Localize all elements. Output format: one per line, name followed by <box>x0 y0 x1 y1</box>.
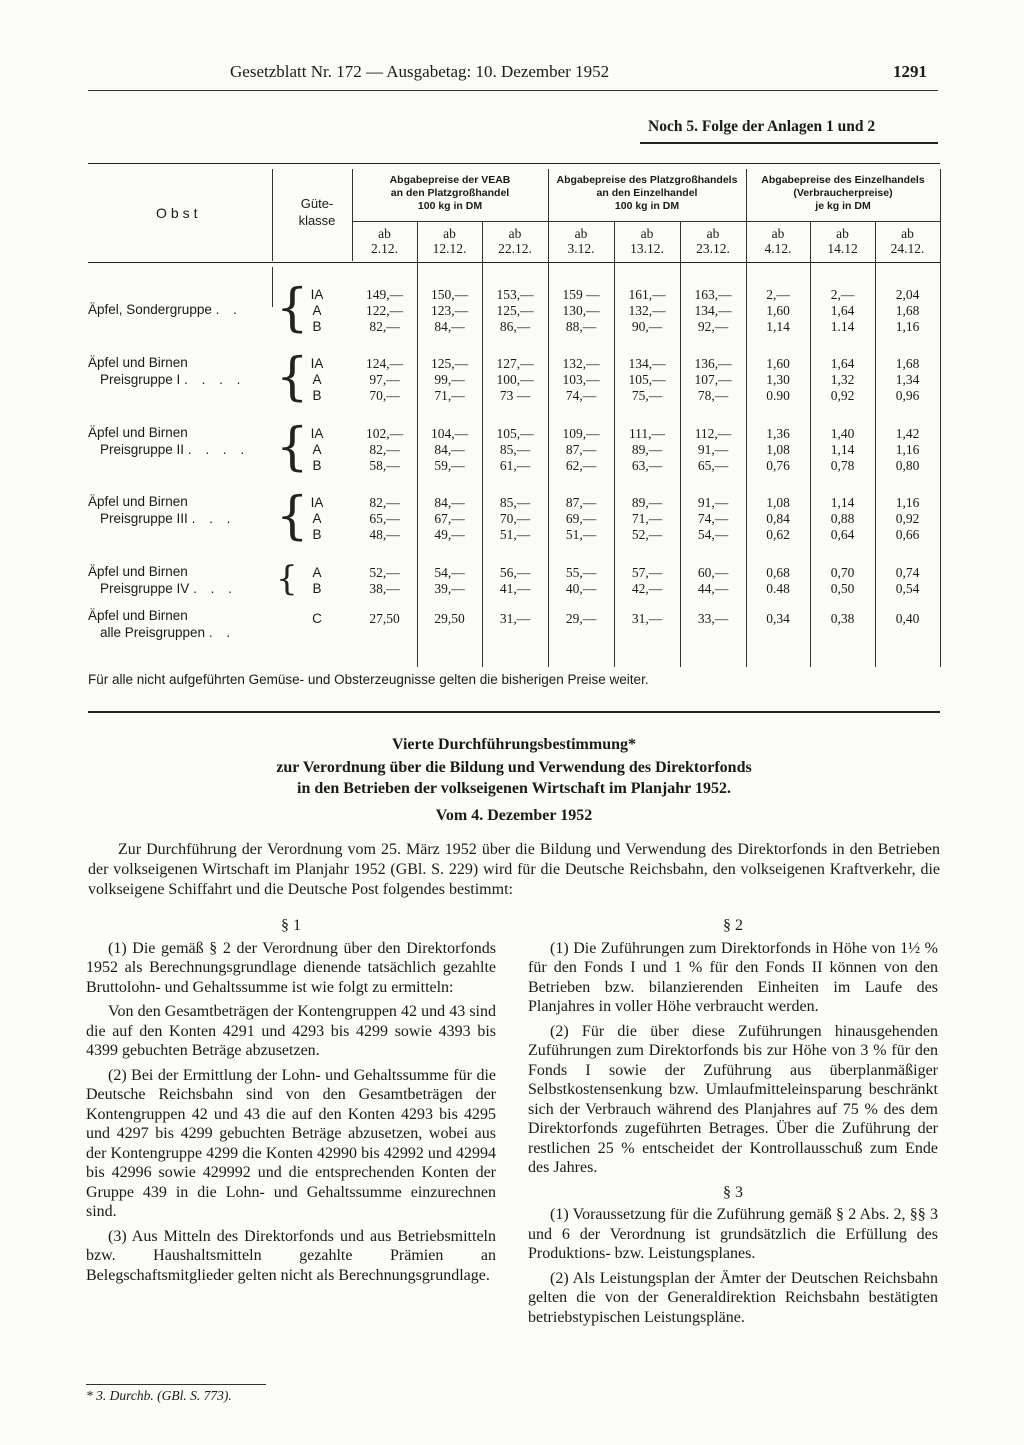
row-label-line2 <box>88 371 264 388</box>
page-number: 1291 <box>893 62 927 81</box>
price-cell: 39,— <box>434 581 465 596</box>
price-cell: 67,— <box>434 511 465 526</box>
table-vline <box>272 267 273 307</box>
row-label-text: Preisgruppe I <box>100 372 181 387</box>
group-header-line: 100 kg in DM <box>614 200 680 212</box>
leader-dots: . . <box>208 625 236 640</box>
row-brace: { <box>276 418 309 477</box>
price-cell: 44,— <box>697 581 729 596</box>
price-cell: 0,50 <box>830 581 855 596</box>
row-label-text: Äpfel und Birnen <box>88 494 188 509</box>
price-cell: 55,— <box>565 565 597 580</box>
price-cell: 74,— <box>697 511 729 526</box>
price-cell: 0,80 <box>895 458 920 473</box>
section-heading: § 1 <box>281 917 301 934</box>
subcol-header <box>548 226 614 256</box>
price-cell: 1,14 <box>766 319 790 334</box>
group-underline <box>746 221 940 222</box>
price-cell: 73 — <box>499 388 531 403</box>
price-cell: 107,— <box>694 372 732 387</box>
table-note: Für alle nicht aufgeführten Gemüse- und Obsterzeugnisse gelten die bisherigen Preise weiter. <box>88 672 649 687</box>
price-cell: 161,— <box>628 287 666 302</box>
price-cell: 31,— <box>499 611 531 626</box>
quality-class: B <box>312 527 322 542</box>
group-underline <box>548 221 746 222</box>
running-header: Gesetzblatt Nr. 172 — Ausgabetag: 10. Dezember 1952 <box>230 62 610 81</box>
price-cell: 0,38 <box>830 611 855 626</box>
right-column <box>528 914 938 1332</box>
price-cell: 48,— <box>369 527 400 542</box>
group-header-line: Abgabepreise der VEAB <box>389 174 511 186</box>
row-label <box>88 424 264 458</box>
group-header <box>746 174 940 213</box>
price-cell: 1,32 <box>830 372 855 387</box>
price-cell: 92,— <box>697 319 729 334</box>
price-cell: 74,— <box>565 388 597 403</box>
price-cell: 163,— <box>694 287 732 302</box>
subcol-header-line: 2.12. <box>371 241 398 256</box>
row-label-line1 <box>88 563 264 580</box>
price-cell: 42,— <box>631 581 663 596</box>
row-label-text: Äpfel und Birnen <box>88 425 188 440</box>
col-header-obst: Obst <box>156 205 202 221</box>
price-cell: 0,34 <box>766 611 790 626</box>
footnote-rule <box>86 1384 266 1385</box>
row-brace: { <box>276 279 309 338</box>
subcol-header <box>680 226 746 256</box>
price-cell: 124,— <box>365 356 404 371</box>
quality-class: A <box>312 511 322 526</box>
price-cell: 0,40 <box>895 611 920 626</box>
price-cell: 1.14 <box>830 319 855 334</box>
price-cell: 1,42 <box>895 426 920 441</box>
price-table <box>88 163 940 663</box>
price-cell: 104,— <box>430 426 469 441</box>
row-brace: { <box>276 559 298 599</box>
subcol-header-line: ab <box>901 226 914 241</box>
price-cell: 105,— <box>628 372 666 387</box>
price-cell: 149,— <box>365 287 404 302</box>
price-cell: 1,34 <box>895 372 920 387</box>
price-cell: 125,— <box>430 356 469 371</box>
price-cell: 62,— <box>565 458 597 473</box>
col-header-guete <box>292 195 342 229</box>
price-cell: 88,— <box>565 319 597 334</box>
price-cell: 1,16 <box>895 319 920 334</box>
table-vline <box>272 169 273 261</box>
decree-date: Vom 4. Dezember 1952 <box>435 807 593 824</box>
price-cell: 0,96 <box>895 388 920 403</box>
price-cell: 1,36 <box>766 426 790 441</box>
price-cell: 0,64 <box>830 527 855 542</box>
leader-dots: . . . . <box>187 442 250 457</box>
price-cell: 0,70 <box>830 565 855 580</box>
price-cell: 84,— <box>434 442 465 457</box>
subcol-header-line: 24.12. <box>890 241 925 256</box>
quality-class: A <box>312 303 322 318</box>
row-label-text: Äpfel und Birnen <box>88 355 188 370</box>
price-cell: 123,— <box>430 303 469 318</box>
price-cell: 102,— <box>365 426 404 441</box>
price-cell: 33,— <box>697 611 729 626</box>
footnote: * 3. Durchb. (GBl. S. 773). <box>86 1388 232 1403</box>
quality-class: IA <box>310 356 324 371</box>
price-cell: 54,— <box>697 527 729 542</box>
row-label-text: Preisgruppe IV <box>100 581 190 596</box>
price-cell: 1,08 <box>766 495 790 510</box>
subcol-header <box>746 226 810 256</box>
leader-dots: . . . <box>193 581 237 596</box>
price-cell: 82,— <box>369 319 400 334</box>
price-cell: 1,64 <box>830 356 855 371</box>
price-cell: 109,— <box>562 426 600 441</box>
price-cell: 84,— <box>434 319 465 334</box>
price-cell: 130,— <box>562 303 600 318</box>
subcol-header-line: 14.12 <box>827 241 858 256</box>
price-cell: 86,— <box>499 319 531 334</box>
price-cell: 1,40 <box>830 426 855 441</box>
price-cell: 112,— <box>694 426 732 441</box>
price-cell: 0,78 <box>830 458 855 473</box>
price-cell: 99,— <box>434 372 465 387</box>
price-cell: 84,— <box>434 495 465 510</box>
price-cell: 85,— <box>499 442 531 457</box>
price-cell: 0.48 <box>766 581 790 596</box>
price-cell: 27,50 <box>369 611 400 626</box>
subcol-header <box>417 226 482 256</box>
paragraph: (1) Voraussetzung für die Zuführung gemäß § 2 Abs. 2, §§ 3 und 6 der Verordnung ist grundsätzlich die Erfüllung des Produktions- bzw. Leistungsplanes. <box>528 1206 938 1262</box>
price-cell: 89,— <box>631 442 663 457</box>
group-header-line: an den Platzgroßhandel <box>390 187 510 199</box>
price-cell: 82,— <box>369 495 400 510</box>
quality-class: B <box>312 319 322 334</box>
price-cell: 1,08 <box>766 442 790 457</box>
subcol-header-line: 13.12. <box>630 241 664 256</box>
section-separator <box>88 711 940 713</box>
decree-intro <box>88 840 940 900</box>
subcol-header-line: 23.12. <box>696 241 730 256</box>
row-label-text: Preisgruppe III <box>100 511 188 526</box>
price-cell: 0,76 <box>766 458 790 473</box>
header-rule <box>88 90 938 91</box>
paragraph: (2) Bei der Ermittlung der Lohn- und Gehaltssumme für die Deutsche Reichsbahn sind von den Gesamtbeträgen der Kontengruppen 42 und 43 die auf den Konten 4293 bis 4295 und 4297 bis 4299 gebuchten Beträge abzusetzen, wobei aus der Kontengruppe 4299 die Konten 42990 bis 42992 und 42994 bis 42996 sowie 429992 und die entsprechenden Konten der Gruppe 439 in die Lohn- und Gehaltssumme einzurechnen sind. <box>86 1066 496 1220</box>
decree-subtitle-2: in den Betrieben der volkseigenen Wirtschaft im Planjahr 1952. <box>297 780 731 797</box>
subcol-header-line: 12.12. <box>432 241 467 256</box>
quality-class: A <box>312 442 322 457</box>
subcol-header-line: 4.12. <box>764 241 792 256</box>
subcol-header <box>482 226 548 256</box>
subcol-header <box>614 226 680 256</box>
row-label-line2 <box>88 624 264 641</box>
subcol-header <box>810 226 875 256</box>
price-cell: 1,14 <box>830 442 855 457</box>
price-cell: 103,— <box>562 372 600 387</box>
price-cell: 0,84 <box>766 511 790 526</box>
price-cell: 1,64 <box>830 303 855 318</box>
quality-class: B <box>312 388 322 403</box>
price-cell: 0,66 <box>895 527 920 542</box>
price-cell: 89,— <box>631 495 663 510</box>
price-cell: 91,— <box>697 495 729 510</box>
price-cell: 69,— <box>565 511 597 526</box>
price-cell: 40,— <box>565 581 597 596</box>
price-cell: 52,— <box>631 527 663 542</box>
price-cell: 60,— <box>697 565 729 580</box>
left-column <box>86 914 496 1290</box>
row-label-line1 <box>88 607 264 624</box>
price-cell: 57,— <box>631 565 663 580</box>
subcol-header-line: ab <box>378 226 391 241</box>
quality-class: IA <box>310 287 324 302</box>
row-label-line2 <box>88 510 264 527</box>
guete-line2: klasse <box>298 213 336 228</box>
group-header-line: je kg in DM <box>815 200 871 212</box>
price-cell: 82,— <box>369 442 400 457</box>
paragraph: (2) Für die über diese Zuführungen hinausgehenden Zuführungen zum Direktorfonds bis zur Höhe von 3 % für den Fonds I sowie der Zuführung aus überplanmäßiger Selbstkostensenkung bzw. Umlaufmitteleinsparung beschränkt sich der Verbrauch während des Planjahres auf 75 % des dem Direktorfonds zugeführten Betrages. Über die Zuführung der restlichen 25 % entscheidet der Kontrollausschuß zum Ende des Jahres. <box>528 1022 938 1176</box>
price-cell: 41,— <box>499 581 531 596</box>
price-cell: 29,50 <box>434 611 465 626</box>
group-header-line: an den Einzelhandel <box>596 187 698 199</box>
group-header-line: Abgabepreise des Platzgroßhandels <box>556 174 738 186</box>
paragraph: Von den Gesamtbeträgen der Kontengruppen 42 und 43 sind die auf den Konten 4291 und 4293 bis 4299 sowie 4393 bis 4399 gebuchten Beträge abzusetzen. <box>86 1003 496 1059</box>
price-cell: 97,— <box>369 372 400 387</box>
price-cell: 100,— <box>496 372 534 387</box>
price-cell: 1,68 <box>895 356 920 371</box>
price-cell: 71,— <box>631 511 663 526</box>
price-cell: 56,— <box>499 565 531 580</box>
subcol-header-line: ab <box>771 226 785 241</box>
price-cell: 0,74 <box>895 565 920 580</box>
row-brace: { <box>276 348 309 407</box>
price-cell: 61,— <box>499 458 531 473</box>
row-label-line1 <box>88 424 264 441</box>
price-cell: 111,— <box>628 426 666 441</box>
price-cell: 87,— <box>565 495 597 510</box>
price-cell: 63,— <box>631 458 663 473</box>
row-label-text: alle Preisgruppen <box>100 625 206 640</box>
subcol-header <box>875 226 940 256</box>
price-cell: 1,30 <box>766 372 790 387</box>
price-cell: 85,— <box>499 495 531 510</box>
price-cell: 1,60 <box>766 303 790 318</box>
price-cell: 0,88 <box>830 511 855 526</box>
paragraph: (1) Die gemäß § 2 der Verordnung über den Direktorfonds 1952 als Berechnungsgrundlage dienende tatsächlich gezahlte Bruttolohn- und Gehaltssumme ist wie folgt zu ermitteln: <box>86 939 496 996</box>
row-label-line2 <box>88 441 264 458</box>
price-cell: 0,68 <box>766 565 790 580</box>
price-cell: 51,— <box>499 527 531 542</box>
group-header-line: Abgabepreise des Einzelhandels <box>761 174 925 186</box>
price-cell: 159 — <box>562 287 600 302</box>
quality-class: IA <box>310 495 324 510</box>
row-label <box>88 493 264 527</box>
decree-title: Vierte Durchführungsbestimmung* <box>391 736 636 753</box>
group-underline <box>352 221 548 222</box>
paragraph: (1) Die Zuführungen zum Direktorfonds in Höhe von 1½ % für den Fonds I und 1 % für den Fonds II können von den Betrieben bzw. bilanzierenden Einheiten im Laufe des Planjahres in voller Höhe verbraucht werden. <box>528 939 938 1015</box>
price-cell: 31,— <box>631 611 663 626</box>
row-brace: { <box>276 487 309 546</box>
section-heading: § 3 <box>723 1183 743 1201</box>
price-cell: 65,— <box>369 511 400 526</box>
decree-subtitle-1: zur Verordnung über die Bildung und Verwendung des Direktorfonds <box>276 759 752 776</box>
subheader-rule <box>640 142 938 144</box>
row-label <box>88 563 264 597</box>
price-cell: 2,— <box>830 287 855 302</box>
group-header-line: (Verbraucherpreise) <box>793 187 893 199</box>
row-label-line1 <box>88 354 264 371</box>
row-label-line2 <box>88 580 264 597</box>
row-label-text: Äpfel, Sondergruppe <box>88 302 212 317</box>
subcol-header <box>352 226 417 256</box>
price-cell: 0,62 <box>766 527 790 542</box>
price-cell: 0,92 <box>830 388 855 403</box>
price-cell: 91,— <box>697 442 729 457</box>
price-cell: 0,54 <box>895 581 920 596</box>
price-cell: 75,— <box>631 388 663 403</box>
price-cell: 87,— <box>565 442 597 457</box>
price-cell: 29,— <box>565 611 597 626</box>
price-cell: 1,60 <box>766 356 790 371</box>
price-cell: 132,— <box>628 303 666 318</box>
subcol-header-line: ab <box>640 226 654 241</box>
leader-dots: . . . . <box>184 372 246 387</box>
group-header <box>352 174 548 213</box>
group-header <box>548 174 746 213</box>
price-cell: 90,— <box>631 319 663 334</box>
row-label-text: Äpfel und Birnen <box>88 608 188 623</box>
price-cell: 52,— <box>369 565 400 580</box>
price-cell: 70,— <box>369 388 400 403</box>
price-cell: 0.90 <box>766 388 790 403</box>
paragraph: (2) Als Leistungsplan der Ämter der Deutschen Reichsbahn gelten die von der Generaldirektion Reichsbahn bestätigten betriebstypischen Leistungspläne. <box>528 1269 938 1326</box>
leader-dots: . . . <box>191 511 236 526</box>
row-label <box>88 301 264 318</box>
price-cell: 134,— <box>628 356 666 371</box>
row-label-text: Äpfel und Birnen <box>88 564 188 579</box>
price-cell: 1,68 <box>895 303 920 318</box>
price-cell: 134,— <box>694 303 732 318</box>
subcol-header-line: ab <box>508 226 522 241</box>
row-label <box>88 354 264 388</box>
price-cell: 105,— <box>496 426 534 441</box>
paragraph: (3) Aus Mitteln des Direktorfonds und aus Betriebsmitteln bzw. Haushaltsmitteln gezahlte Prämien an Belegschaftsmitglieder gelten nicht als Berechnungsgrundlage. <box>86 1227 496 1284</box>
price-cell: 70,— <box>499 511 531 526</box>
annex-subheader: Noch 5. Folge der Anlagen 1 und 2 <box>648 118 876 135</box>
row-label-line1 <box>88 301 264 318</box>
subcol-header-line: ab <box>836 226 849 241</box>
price-cell: 1,14 <box>830 495 855 510</box>
price-cell: 153,— <box>496 287 534 302</box>
table-header-rule <box>88 262 940 263</box>
subcol-header-line: ab <box>443 226 456 241</box>
quality-class: A <box>312 565 322 580</box>
leader-dots: . . <box>215 302 242 317</box>
table-top-rule <box>88 163 940 164</box>
price-cell: 58,— <box>369 458 400 473</box>
price-cell: 71,— <box>434 388 465 403</box>
quality-class: C <box>312 611 322 626</box>
quality-class: IA <box>310 426 324 441</box>
price-cell: 125,— <box>496 303 534 318</box>
quality-class: B <box>312 581 322 596</box>
price-cell: 51,— <box>565 527 597 542</box>
table-vline <box>940 169 941 667</box>
group-header-line: 100 kg in DM <box>417 200 483 212</box>
price-cell: 0,92 <box>895 511 920 526</box>
price-cell: 59,— <box>434 458 465 473</box>
intro-text: Zur Durchführung der Verordnung vom 25. März 1952 über die Bildung und Verwendung des Direktorfonds in den Betrieben der volkseigenen Wirtschaft im Planjahr 1952 (GBl. S. 229) wird für die Deutsche Reichsbahn, den volkseigenen Kraftverkehr, die volkseigene Schiffahrt und die Deutsche Post folgendes bestimmt: <box>88 841 940 898</box>
price-cell: 38,— <box>369 581 400 596</box>
price-cell: 2,— <box>766 287 790 302</box>
price-cell: 136,— <box>694 356 732 371</box>
guete-line1: Güte- <box>300 196 334 211</box>
price-cell: 150,— <box>430 287 469 302</box>
subcol-header-line: ab <box>706 226 720 241</box>
price-cell: 49,— <box>434 527 465 542</box>
section-heading: § 2 <box>723 917 743 934</box>
price-cell: 122,— <box>365 303 404 318</box>
price-cell: 132,— <box>562 356 600 371</box>
price-cell: 127,— <box>496 356 534 371</box>
row-label <box>88 607 264 641</box>
price-cell: 2,04 <box>895 287 920 302</box>
row-label-text: Preisgruppe II <box>100 442 185 457</box>
subcol-header-line: 3.12. <box>567 241 595 256</box>
subcol-header-line: ab <box>574 226 588 241</box>
price-cell: 1,16 <box>895 495 920 510</box>
subcol-header-line: 22.12. <box>498 241 532 256</box>
price-cell: 65,— <box>697 458 729 473</box>
quality-class: A <box>312 372 322 387</box>
price-cell: 1,16 <box>895 442 920 457</box>
quality-class: B <box>312 458 322 473</box>
row-label-line1 <box>88 493 264 510</box>
price-cell: 78,— <box>697 388 729 403</box>
price-cell: 54,— <box>434 565 465 580</box>
